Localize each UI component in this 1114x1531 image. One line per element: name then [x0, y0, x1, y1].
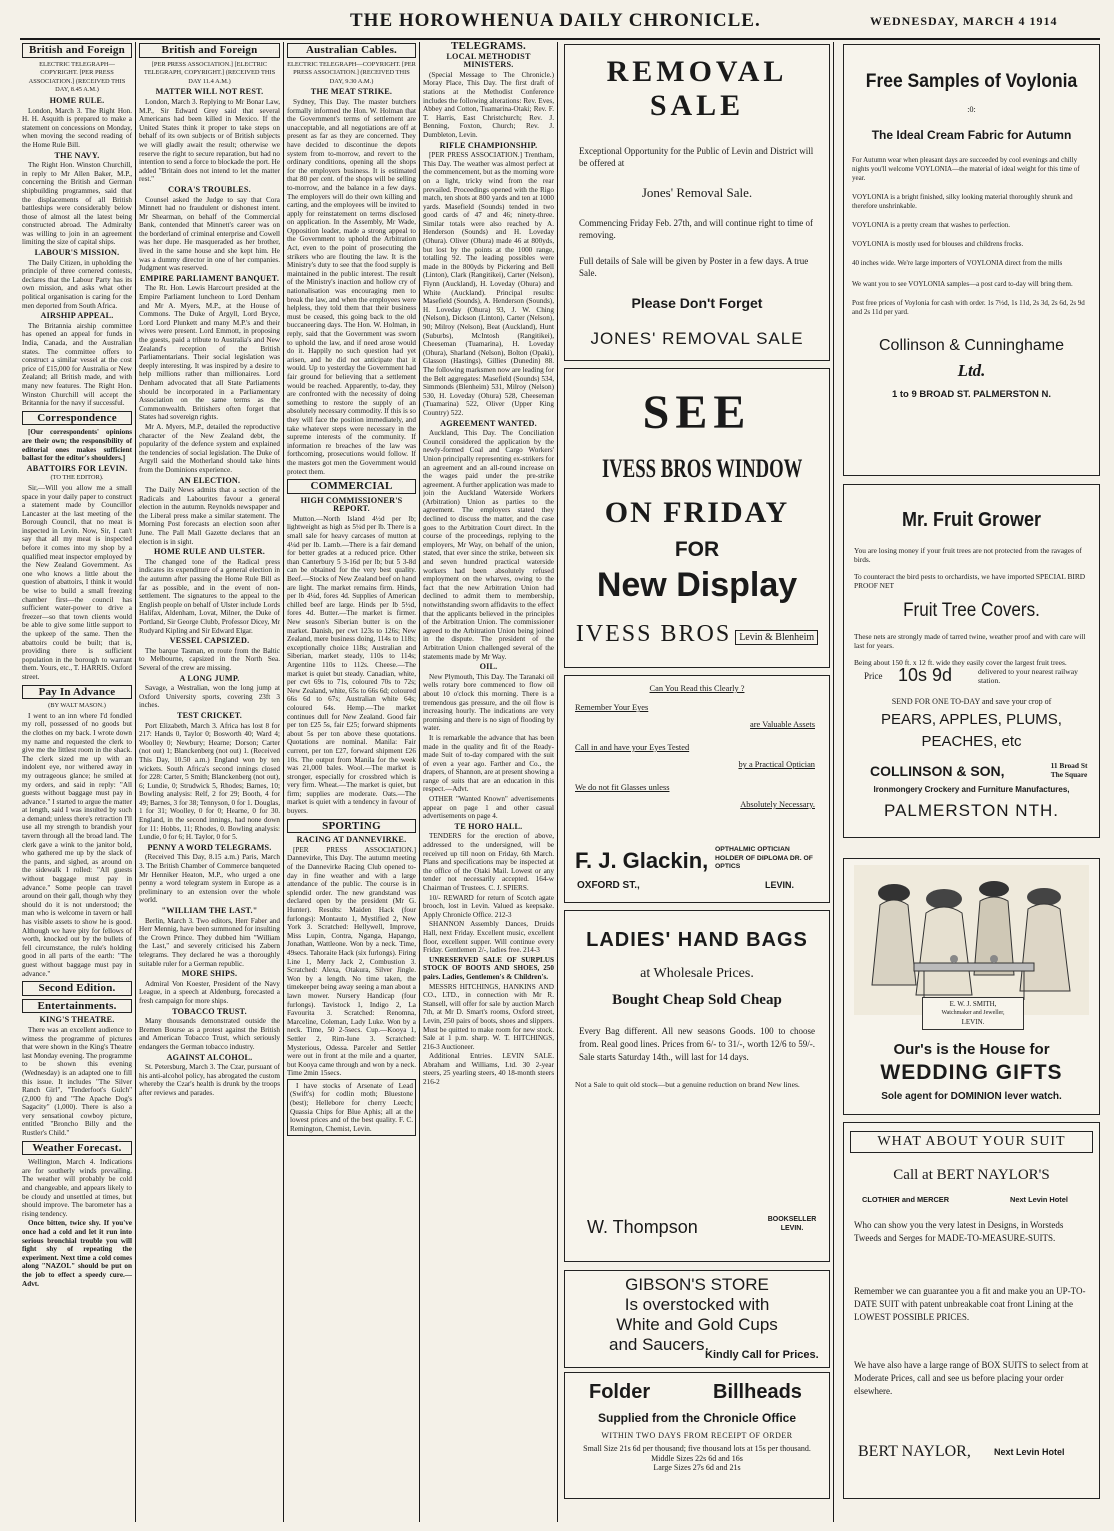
ad-text: Ironmongery Crockery and Furniture Manufactures, [873, 785, 1070, 794]
ad-text: Ltd. [957, 361, 986, 380]
article-heading: MORE SHIPS. [181, 969, 238, 979]
ad-text: Large Sizes 27s 6d and 21s [653, 1463, 741, 1472]
issue-date: WEDNESDAY, MARCH 4 1914 [870, 14, 1058, 28]
article-text: Sir,—Will you allow me a small space in your daily paper to construct a statement made by Councillor Lancaster at the last meeting of the Borough Council, that no meat is inspected in Levin. Now, Sir, I can't say that all my meat is inspected before it comes into my shop by a qualified meat inspector employed by the New Zealand Government. As one who knows a little about the question of abattoirs, I think it would be wise to build a small freezing chamber first—the council has sufficient water-power to drive a freezer—so that town clients would be able to give some little support to the upkeep of the same. Then the abattoirs could be built; that is, providing there is sufficient population in the borough to warrant them. Yours, etc., T. HARRIS. Oxford street. [22, 483, 132, 681]
ad-text: Absolutely Necessary. [740, 800, 815, 809]
ad-text: Full details of Sale will be given by Poster in a few days. A true Sale. [579, 256, 809, 278]
article-text: The Daily Citizen, in upholding the principle of three cornered contests, declares that the Labour Party has its own mission, and asks what other political organisation is caring for the men deported from South Africa. [22, 258, 132, 310]
article-heading: CORA'S TROUBLES. [168, 184, 251, 194]
section-heading: Pay In Advance [22, 685, 132, 700]
article-text: The Right Hon. Winston Churchill, in reply to Mr Allen Baker, M.P., concerning the British and German shipbuilding programmes, said that the displacements of all British battleships were considerably below those of almost all the latest being constructed abroad. The Admiralty was willing to join in an agreement limiting the size of capital ships. [22, 161, 132, 247]
ad-text: Bought Cheap Sold Cheap [612, 992, 782, 1008]
ad-headline: Free Samples of Voylonia [865, 71, 1078, 92]
article-text: [PER PRESS ASSOCIATION.] Trentham, This Day. The weather was almost perfect at the commencement, but as the morning wore on a light, tricky wind from the rear prevailed. Proceedings opened with the Rigo match, ten shots at 800 yards and ten at 1000 yards. Masefield (Sounds) tended in two good cards of 47 and 46; ninety-three. Similar totals were also reached by A. Henderson (Sounds) and H. Loveday (Ohura). Oliver (Ohura) made 46 at 800yds, but lost by the points at the 1000 range, totalling 92. The leading possibles were made in the 800yds by Pickering and Bell (Linton), Clark (Rangitikei), Carter (Nelson), Flynn (Auckland), H. Loveday (Ohura) and White (Auckland). Principal results: Masefield (Sounds), A. Henderson (Sounds), H. Loveday (Ohura) 93, J. W. Ching (Nelson), Dickson (Linton), Carter (Nelson), 90; Milroy (Nelson), Beat (Auckland), Hunt (Suburbs), McIntosh (Rangitikei), Cheeseman (Tuamarina), H. Loveday (Ohura), Sharland (Nelson), Bolton (Opaki), Glasson (Hastings), Gillies (Dunedin) 88. The following marksmen now are leading for the Belt aggregates: Masefield (Sounds) 534, Simmonds (Blenheim) 531, Milroy (Nelson) 530, H. Loveday (Ohura) 528, Cheeseman (Tuamarina) 522, Oliver (Upper King Country) 522. [423, 151, 554, 417]
ad-text: Sole agent for DOMINION lever watch. [881, 1091, 1062, 1102]
editorial-note: [Our correspondents' opinions are their own; the responsibility of editorial ones makes sufficient ballast for the editor's shoulders.] [22, 428, 132, 463]
ad-text: Every Bag different. All new seasons Goods. 100 to choose from. Real good lines. Prices from 6/- to 31/-, worth 12/6 to 59/-. Sale starts Saturday 14th., will last for 14 days. [579, 1026, 815, 1062]
article-text: London, March 3. The Right Hon. H. H. Asquith is prepared to make a statement on concessions on Monday, when moving the second reading of the Home Rule Bill. [22, 106, 132, 149]
ad-text: You are losing money if your fruit trees are not protected from the ravages of birds. [854, 546, 1082, 564]
ad-text: PEARS, APPLES, PLUMS, [881, 711, 1062, 728]
ad-text: FOR [674, 538, 720, 561]
article-heading: LABOUR'S MISSION. [34, 248, 120, 258]
advertisement-text: Once bitten, twice shy. If you've once had a cold and let it run into serious bronchial trouble you will fight shy of repeating the experiment. Next time a cold comes along "NAZOL" should be put on the job to effect a speedy cure.—Advt. [22, 1219, 132, 1288]
ad-text: 10s 9d [898, 665, 953, 685]
article-heading: ABATTOIRS FOR LEVIN. [26, 463, 128, 473]
article-heading: MATTER WILL NOT REST. [155, 87, 264, 97]
article-text: The barque Tasman, en route from the Baltic to Melbourne, capsized in the North Sea. Several of the crew are missing. [139, 646, 280, 672]
column-2 [139, 40, 280, 1520]
wire-credit: ELECTRIC TELEGRAPH—COPYRIGHT. [PER PRESS ASSOCIATION.] (RECEIVED THIS DAY, 9.30 A.M.) [287, 60, 416, 85]
article-heading: RACING AT DANNEVIRKE. [296, 835, 407, 845]
ad-text: BOOKSELLER LEVIN. [767, 1216, 817, 1232]
ad-text: BERT NAYLOR, [858, 1443, 971, 1460]
ad-headline: GIBSON'S STORE [625, 1275, 769, 1294]
classified-ad: MESSRS HITCHINGS, HANKINS AND CO., LTD., in connection with Mr R. Stansell, will offer for sale by auction March 7th, at Mr D. Smart's rooms, Oxford street, Levin, 250 pairs of boots, shoes and slippers. Must be quitted to make room for new stock. Sale at 1 p.m. sharp. W. T. HITCHINGS, 216-3 Auctioneer. [423, 982, 554, 1051]
article-heading: PENNY A WORD TELEGRAMS. [147, 842, 272, 852]
section-heading: Second Edition. [22, 981, 132, 996]
ad-text: F. J. Glackin, [575, 848, 709, 873]
section-heading: Weather Forecast. [22, 1141, 132, 1156]
ad-text: Kindly Call for Prices. [705, 1349, 819, 1361]
ad-text: Next Levin Hotel [1010, 1195, 1068, 1204]
ad-glackin-optician [564, 675, 830, 903]
ad-text: Who can show you the very latest in Designs, in Worsteds Tweeds and Serges for MADE-TO-MEASURE-SUITS. [854, 1220, 1064, 1243]
ad-text: LEVIN. [765, 880, 795, 890]
section-heading: TELEGRAMS. [450, 40, 527, 52]
ad-text: COLLINSON & SON, [870, 763, 1005, 779]
ad-thompson-handbags [564, 910, 830, 1262]
ad-text: Our's is the House for [893, 1041, 1050, 1058]
ad-voylonia [843, 44, 1100, 476]
article-text: New Plymouth, This Day. The Taranaki oil wells rotary bore commenced to flow oil about 10 o'clock this morning. There is a tremendous gas pressure, and the oil flow is increasing hourly. The indications are very promising and there is no sign of flooding by water. [423, 672, 554, 733]
section-heading: Correspondence [22, 411, 132, 426]
ad-text: Remember Your Eyes [575, 703, 649, 712]
ad-text: To counteract the bird pests to orchardists, we have imported SPECIAL BIRD PROOF NET [854, 572, 1086, 590]
ad-headline: REMOVAL SALE [606, 55, 788, 122]
ad-text: 40 inches wide. We're large importers of VOYLONIA direct from the mills [852, 259, 1063, 267]
article-heading: VESSEL CAPSIZED. [169, 636, 250, 646]
column-4 [423, 40, 554, 1520]
ad-text: Supplied from the Chronicle Office [597, 1411, 797, 1425]
ad-text: Watchmaker and Jeweller, [941, 1010, 1005, 1016]
ad-text: Collinson & Cunninghame [879, 337, 1064, 354]
ad-text: Being about 150 ft. x 12 ft. wide they easily cover the largest fruit trees. [854, 658, 1067, 667]
article-heading: HOME RULE AND ULSTER. [153, 547, 266, 557]
ad-text: White and Gold Cups [616, 1315, 778, 1334]
ad-text: Post free prices of Voylonia for cash with order. 1s 7½d, 1s 11d, 2s 3d, 2s 6d, 2s 9d and 2s 11d per yard. [852, 299, 1085, 316]
ad-bert-naylor [843, 1122, 1100, 1499]
ad-text: SEND FOR ONE TO-DAY and save your crop of [891, 697, 1052, 706]
ad-text: We want you to see VOYLONIA samples—a post card to-day will bring them. [852, 280, 1073, 288]
article-heading: HIGH COMMISSIONER'S REPORT. [300, 495, 403, 514]
ad-folder-billheads [564, 1372, 830, 1499]
article-heading: RIFLE CHAMPIONSHIP. [439, 140, 538, 150]
wedding-party-illustration [854, 865, 1089, 1015]
ad-text: Billheads [713, 1381, 802, 1403]
article-heading: AGREEMENT WANTED. [440, 418, 537, 428]
ad-text: Commencing Friday Feb. 27th, and will continue right to time of removing. [579, 218, 813, 240]
article-text: Sydney, This Day. The master butchers formally informed the Hon. W. Holman that the Government's terms of settlement are unacceptable, and all negotiations are off at present as far as they are concerned. They have decided to discontinue the depots system from to-morrow, and revert to the ordinary conditions, opening all the shops for the employers business. It is estimated that 80 per cent. of the shops will be selling to-morrow, and the balance in a few days. The employers will do their own killing and carting, and the employees will be invited to apply for reinstatement on terms disclosed on application. In the Assembly, Mr Wade, Opposition leader, made a strong appeal to the Government to uphold the Arbitration Act, even to the point of prosecuting the strikers who are flouting the law. It is the Ministry's duty to see that the food supply is maintained in the public interest. The result of the Ministry's inaction and hollow cry of nationalisation was encouraging men to break the law, and when the employees were helpless, they told them that their business must be ceased, this going back to the old buccaneering days. The Hon. W. Holman, in reply, said that the Government was sworn to uphold the law, and if need arose would do it. Happily no such question had yet arisen, and he did not anticipate that it would. Up to yesterday the Government had fair ground for believing that a settlement would be reached. Apparently, to-day, they are confronted with the necessity of doing something to restore the supply of an absolutely necessary commodity. If this is so they will face the position immediately, and take whatever steps were necessary in the supreme interests of the community. If information re breaches of the law was forthcoming, prosecutions would follow. If the masters got men the Government would protect them. [287, 97, 416, 476]
ad-text: We have also have a large range of BOX SUITS to select from at Moderate Prices, call and see us before placing your order elsewhere. [854, 1360, 1089, 1396]
ad-text: New Display [596, 566, 798, 604]
ad-text: are Valuable Assets [750, 720, 815, 729]
article-heading: A LONG JUMP. [179, 673, 240, 683]
ad-fruit-grower [843, 484, 1100, 838]
section-heading: British and Foreign [139, 43, 280, 58]
ad-headline: SEE [642, 386, 752, 439]
ad-ivess-bros [564, 368, 830, 668]
article-text: London, March 3. Replying to Mr Bonar Law, M.P., Sir Edward Grey said that several Americans had been killed in Mexico. If the United States think it proper to take steps on behalf of its own subjects or of British subjects we will gladly await the result; otherwise we reserve the right to secure reparation, but had no intention to send a force to blockade the port. He added "Britain does not intend to let the matter rest." [139, 97, 280, 184]
ad-text: Call in and have your Eyes Tested [575, 743, 690, 752]
ad-text: OPTHALMIC OPTICIAN HOLDER OF DIPLOMA DR. OF OPTICS [715, 846, 813, 870]
article-heading: TEST CRICKET. [176, 710, 243, 720]
article-text: Wellington, March 4. Indications are for southerly winds prevailing. The weather will probably be cold and changeable, and appears likely to be cloudy and unsettled at times, but should improve. The barometer has a rising tendency. [22, 1158, 132, 1218]
ad-text: VOYLONIA is mostly used for blouses and childrens frocks. [852, 240, 1024, 248]
column-divider [135, 42, 136, 1522]
ad-text: and Saucers. [609, 1335, 710, 1354]
advertisement-text: It is remarkable the advance that has been made in the quality and fit of the Ready-made Suit of to-day compared with the suit of even a year ago. Farther and Co., the drapers, of Shannon, are at present showing a range of suits that are an education in this respect.—Advt. [423, 733, 554, 794]
ad-text: PALMERSTON NTH. [884, 801, 1059, 820]
column-3 [287, 40, 416, 1520]
ad-text: IVESS BROS [575, 621, 732, 647]
ad-text: VOYLONIA is a pretty cream that washes to perfection. [852, 221, 1011, 229]
article-heading: AN ELECTION. [178, 475, 241, 485]
article-heading: TE HORO HALL. [454, 821, 523, 831]
article-text: [PER PRESS ASSOCIATION.] Dannevirke, This Day. The autumn meeting of the Dannevirke Racing Club opened to-day in fine weather and with a large attendance of the public. The course is in splendid order. The new grandstand was declared open by the president (Mr G. Hunter). Results: Maiden Hack (four furlongs): Montauto 1, Mystified 2, New York 3. Scratched: Hellywell, Improve, Miss Lupin, Contra, Nganga, Hapango, Jonathan, Wattleone. Won by a neck. Time, 49secs. Tahoraite Hack (six furlongs). Firing Line 1, Merry Jack 2, Combustion 3. Scratched: Alexa, Otakura, Silver Jingle. Won by a length. No time taken, the timekeeper being away seeing a man about a lawn mower. Nursery Handicap (four furlongs). Tavistock 1, Indigo 2, La Favourita 3. Scratched: Renomna, Marceline, Coleman, Lady Luke. Won by a neck. Time, 50 2-5secs. Cup.—Kooya 1, Settler 2, Rim-Iune 3. Scratched: Mysterious, Odessa. Parceler and Settler were out in front at the mile and a quarter, but Kooya came through and won by a neck. Time 2min 15secs. [287, 845, 416, 1078]
ad-text: at Wholesale Prices. [640, 966, 754, 981]
article-text: St. Petersburg, March 3. The Czar, pursuant of his anti-alcohol policy, has abrogated the custom whereby the Czar's health is drunk by the troops after reviews and parades. [139, 1063, 280, 1097]
article-text: The Daily News admits that a section of the Radicals and Labourites favour a general election in the autumn. Reynolds newspaper and the Liberal press make a similar statement. The Morning Post forecasts an election soon after June. The Pall Mall Gazette declares that an election is in sight. [139, 486, 280, 546]
article-text: Many thousands demonstrated outside the Bremen Bourse as a protest against the British and American Tobacco Trust, which seriously endangers the German tobacco industry. [139, 1017, 280, 1051]
section-heading: British and Foreign [22, 43, 132, 58]
ad-gibsons-store [564, 1270, 830, 1368]
ad-text: Can You Read this Clearly ? [649, 684, 745, 693]
article-text: Admiral Von Koester, President of the Navy League, in a speech at Aldenburg, forecasted a fresh campaign for more ships. [139, 979, 280, 1005]
classified-ad: SHANNON Assembly Dances, Druids Hall, next Friday. Excellent music, excellent floor, excellent supper. Will continue every Friday. Gentlemen 2/-, ladies free. 214-3 [423, 920, 554, 955]
section-heading: SPORTING [287, 819, 416, 834]
ad-text: Price [864, 671, 883, 681]
section-heading: Australian Cables. [287, 43, 416, 58]
newspaper-title: THE HOROWHENUA DAILY CHRONICLE. [350, 10, 761, 31]
article-heading: EMPIRE PARLIAMENT BANQUET. [139, 273, 280, 283]
classified-ad: TENDERS for the erection of above, addressed to the undersigned, will be received up till noon on Friday, 6th March. Plans and specifications may be inspected at the office of the Otaki Mail. Lowest or any tender not necessarily accepted. 164-w Chairman of Trustees. C. J. SPIERS. [423, 832, 554, 892]
article-text: (Received This Day, 8.15 a.m.) Paris, March 3. The British Chamber of Commerce banqueted Mr Henniker Heaton, M.P., who urged a one penny a word telegram system in Europe as a preliminary to an extension over the whole world. [139, 853, 280, 905]
ad-text: Fruit Tree Covers. [903, 600, 1040, 621]
ad-text: We do not fit Glasses unless [575, 783, 670, 792]
ad-text: JONES' REMOVAL SALE [590, 329, 804, 348]
ad-text: Not a Sale to quit old stock—but a genuine reduction on brand New lines. [575, 1080, 800, 1089]
article-text: Mutton.—North Island 4½d per lb; lightweight as high as 5¼d per lb. There is a small sale for heavy carcases of mutton at 4¼d per lb. Lamb.—There is a fair demand for better grades at a reduced price. Other than Canterbury 5 3-16d per lb; but 5 3-8d can be obtained for the very best quality. Beef.—Stocks of New Zealand beef on hand are light. The market remains firm. Hinds, per lb 4¼d, fores 4d. Supplies of American chilled beef are large. Hinds per lb 5½d, fores 4d. Butter.—The market is firmer. New season's Siberian butter is on the market. Danish, per cwt 123s to 126s; New Zealand, mere business doing, 114s to 118s; exceptionally choice 118s; Australian and Siberian, market steady, 110s to 114s; Argentine 110s to 112s. Cheese.—The market is quiet but steady. Canadian, white, per cwt 69s to 71s, coloured 70s to 72s; New Zealand, white, 65s to 66s 6d; coloured 66s 6d to 67s; Australian white 64s; coloured 64s. Hemp.—The market continues dull for New Zealand. Good fair per ton £25 5s, fair £25; forward shipments about 5s per ton above these quotations. Quotations are nominal. Manila: Fair current, per ton £27, forward shipment £26 10s. The output from Manila for the week was 21,000 bales. Wool.—The market is stronger, especially for crossbred which is very firm. Wheat.—The market is quiet, but firm; supplies are moderate. Oats.—The market is quiet with a tendency in favour of buyers. [287, 514, 416, 816]
article-text: Counsel asked the Judge to say that Cora Minnett had no fraudulent or dishonest intent. Mr Shearman, on behalf of the Commercial Bank, contended that Minnett's career was on the borderland of criminal enterprise and Cowell was her dupe. He masqueraded as her brother, lived in the same house and she kept him. He was a dummy director in one of her companies. Judgment was reserved. [139, 195, 280, 273]
ad-text: Remember we can guarantee you a fit and make you an UP-TO-DATE SUIT with patent unbreakable coat front Lining at the LOWEST POSSIBLE PRICES. [854, 1286, 1086, 1322]
column-divider [419, 42, 420, 1522]
ad-headline: LADIES' HAND BAGS [586, 929, 808, 951]
ad-text: For Autumn wear when pleasant days are succeeded by cool evenings and chilly nights you'll welcome VOYLONIA—the material of ideal weight for this time of year. [852, 156, 1080, 182]
ad-text: Please Don't Forget [631, 295, 763, 311]
ad-text: The Ideal Cream Fabric for Autumn [871, 128, 1072, 142]
ad-text: Call at BERT NAYLOR'S [893, 1167, 1050, 1183]
ad-headline: WEDDING GIFTS [880, 1061, 1063, 1084]
notice-text: OTHER "Wanted Known" advertisements appear on page 1 and other casual advertisements on page 4. [423, 795, 554, 821]
ad-text: WITHIN TWO DAYS FROM RECEIPT OF ORDER [601, 1431, 793, 1440]
ad-text: IVESS BROS WINDOW [601, 454, 803, 483]
article-text: There was an excellent audience to witness the programme of pictures that were shown in the King's Theatre last Monday evening. The programme to be shown this evening (Wednesday) is an adapted one to fill this issue. It includes "The Silver Ranch Girl", "Tenderfoot's Gulch" (2,000 ft) and "The Apache Dog's Sagacity" (1,000). There is also a very sensational cowboy picture, entitled "Broncho Billy and the Rustler's Child." [22, 1025, 132, 1138]
ad-text: Next Levin Hotel [994, 1447, 1065, 1457]
ad-text: OXFORD ST., [577, 880, 640, 891]
column-divider [833, 42, 834, 1522]
ad-text: W. Thompson [587, 1217, 698, 1237]
masthead [0, 8, 1114, 36]
article-heading: LOCAL METHODIST MINISTERS. [446, 51, 531, 70]
ad-text: PEACHES, etc [921, 733, 1022, 750]
ad-headline: Mr. Fruit Grower [901, 509, 1042, 531]
classified-ad: I have stocks of Arsenate of Lead (Swift's) for codlin moth; Bluestone (best); Hellebore for cherry Leech; Quassia Chips for Blue Aphis; all at the lowest prices and of the best quality. F. C. Remington, Chemist, Levin. [287, 1079, 416, 1137]
ad-text: ON FRIDAY [604, 496, 790, 529]
ad-text: VOYLONIA is a bright finished, silky looking material thoroughly shrunk and therefore unshrinkable. [852, 193, 1073, 210]
article-text: Savage, a Westralian, won the long jump at Oxford University sports, covering 23ft 3 inches. [139, 684, 280, 710]
ad-removal-sale [564, 44, 830, 361]
article-heading: "WILLIAM THE LAST." [161, 906, 258, 915]
classified-ad: UNRESERVED SALE OF SURPLUS STOCK OF BOOTS AND SHOES, 250 pairs. Ladies, Gentlemen's & Children's. [423, 955, 554, 981]
article-text: The changed tone of the Radical press indicates its expenditure of a general election in the autumn after passing the Home Rule Bill as far as possible, and in the event of non-settlement. The signatures to the appeal to the English people on behalf of Ulster include Lords Halifax, Aldenham, Lovat, Milner, the Duke of Portland, Sir George Clubb, Professor Dicey, Mr Rudyard Kipling and Sir Edward Elgar. [139, 557, 280, 635]
ad-text: E. W. J. SMITH, [949, 1000, 997, 1008]
article-byline: (BY WALT MASON.) [48, 702, 106, 710]
article-text: Berlin, March 3. Two editors, Herr Faber and Herr Mennig, have been summoned for insulting the Crown Prince. They dubbed him "William the Last," and severely criticised his Zabern telegrams. They declared he was a thoroughly suitable ruler for a German republic. [139, 916, 280, 968]
ad-smith-jeweller [843, 858, 1100, 1115]
ad-text: :0: [967, 105, 976, 114]
section-heading: Entertainments. [22, 999, 132, 1014]
ad-text: Small Size 21s 6d per thousand; five thousand lots at 15s per thousand. [583, 1444, 811, 1453]
ad-text: by a Practical Optician [738, 760, 815, 769]
ad-text: 1 to 9 BROAD ST. PALMERSTON N. [891, 389, 1052, 400]
ad-text: Exceptional Opportunity for the Public of Levin and District will be offered at [579, 146, 814, 168]
article-heading: THE NAVY. [54, 150, 100, 160]
wire-credit: ELECTRIC TELEGRAPH—COPYRIGHT. [PER PRESS ASSOCIATION.] (RECEIVED THIS DAY, 8.45 A.M.) [28, 60, 126, 94]
article-heading: AIRSHIP APPEAL. [40, 311, 114, 321]
article-text: The Rt. Hon. Lewis Harcourt presided at the Empire Parliament luncheon to Lord Denham and Mr A. Myers, M.P., at the House of Commons. The Duke of Argyll, Lord Bryce, Lord Lord Plunkett and many M.P.'s and their wives were present. Lord Emmott, in proposing the guests, paid a tribute to Australia's and New Zealand's reception of the British Parliamentarians. Their social legislation was deeply interesting. It was inspired by a desire to help millions rather than millionaires. Lord Denham advocated that all State Parliaments should be incorporated in a Parliamentary Association on the same terms as the Commonwealth. Britishers often forget that States had sovereign rights. [139, 284, 280, 422]
ad-text: delivered to your nearest railway station. [978, 667, 1078, 685]
article-text: I went to an inn where I'd fondled my roll, possessed of no goods but the clothes on my back. I wrote down my name and requested the clerk to give me the littlest room in the shack. The clerk sized me up with an indolent eye, nor withered away in my outrageous glance; he smiled at my orders, and said in reply: "All guests without baggage must pay in advance." I started to argue the matter at length, said I was insulted by such a demand; unless there's retraction I'll use all my strength to brandish your tavern through all the broad land. The clerk gave a wink to the janitor bold, who gathered me up by the slack of the pants, and sighed, as around on the sidewalk I rolled: "All guests without baggage must pay in advance." Some people can travel around on their gall, though why they should do it is not understood; the man who is welcome in tavern or hall has visible assets to show he is good. Although we have pity for fellows of worth, knocked out by the bullets of fell circumstance, the rule's holding good in all parts of the earth: "The guest without baggage must pay in advance." [22, 711, 132, 978]
article-heading: AGAINST ALCOHOL. [166, 1052, 253, 1062]
article-subheading: (TO THE EDITOR). [50, 474, 104, 482]
column-divider [557, 42, 558, 1522]
ad-text: Levin & Blenheim [735, 630, 818, 645]
column-1 [22, 40, 132, 1520]
ad-text: LEVIN. [961, 1018, 985, 1026]
ad-text: 11 Broad St The Square [1050, 761, 1088, 779]
wire-credit: [PER PRESS ASSOCIATION.] [ELECTRIC TELEGRAPH, COPYRIGHT.] (RECEIVED THIS DAY 11.4 A.M.) [143, 60, 276, 85]
article-text: Auckland, This Day. The Conciliation Council considered the application by the newly-formed Coal and Cargo Workers' Union principally representing ex-strikers for an agreement and an all-round increase on the wages paid under the pre-strike agreement. A further application was made to join the Auckland Waterside Workers (Arbitration) Union as parties to the agreement. The employers stated they declined to discuss the matter, and the case goes to the Arbitration Court direct. In the course of the proceedings, replying to the employers, Mr Way, on behalf of the union, stated, that ever since the strike, between six and seven hundred practical waterside workers had been absolutely refused employment on the wharves, owing to the fact that the new Arbitration Union had declined to admit them to membership, notwithstanding sworn affidavits to the effect that the applicants believed in the principles of the Arbitration Union. The commissioner agreed to the Arbitration Union being joined in the dispute. The president of the Arbitration Union challenged several of the statements made by Mr Way. [423, 429, 554, 661]
article-heading: HOME RULE. [49, 95, 105, 105]
ad-text: Is overstocked with [624, 1295, 770, 1314]
classified-ad: Additional Entries. LEVIN SALE. Abraham and Williams, Ltd. 30 2-year steers, 25 yearling steers, 40 18-month steers 216-2 [423, 1052, 554, 1087]
article-text: (Special Message to The Chronicle.) Moray Place, This Day. The first draft of stations at the Methodist Conference includes the following alterations: Rev. Eves, Abbey and Cotton, Tuamarina-Otaki; Rev. F. T. Harris, East Christchurch; Rev. J. Benning, Foxton, Church; Rev. J. Dumbleton, Levin. [423, 70, 554, 139]
article-heading: TOBACCO TRUST. [172, 1006, 247, 1016]
ad-text: Middle Sizes 22s 6d and 16s [651, 1454, 743, 1463]
column-divider [283, 42, 284, 1522]
ad-text: These nets are strongly made of tarred twine, weather proof and with care will last for years. [854, 632, 1086, 650]
article-text: Mr A. Myers, M.P., detailed the reproductive character of the New Zealand debt, the popularity of the defence system and explained the tendencies of social legislation. The Duke of Argyll said the Motherland should take hints from the Dominions experience. [139, 422, 280, 474]
ad-text: CLOTHIER and MERCER [862, 1195, 950, 1204]
ad-text: Jones' Removal Sale. [641, 185, 753, 200]
classified-ad: 10/- REWARD for return of Scotch agate brooch, lost in Levin. Valued as keepsake. Apply Chronicle Office. 212-3 [423, 893, 554, 919]
section-heading: COMMERCIAL [287, 479, 416, 494]
ad-headline: WHAT ABOUT YOUR SUIT [850, 1131, 1093, 1153]
article-text: The Britannia airship committee has opened an appeal for funds in India, Canada, and the Australian states. The committee offers to construct a similar vessel at the cost price of £15,000 for Australia or New Zealand; all British made, and with many new features. The Right Hon. Winston Churchill will accept the Britannia for the navy if successful. [22, 321, 132, 408]
article-heading: OIL. [479, 662, 498, 672]
ad-text: Folder [589, 1381, 651, 1403]
article-heading: KING'S THEATRE. [39, 1015, 115, 1025]
article-heading: THE MEAT STRIKE. [310, 87, 393, 97]
article-text: Port Elizabeth, March 3. Africa has lost 8 for 217: Hands 0, Taylor 0; Bosworth 40; Ward 4; Woolley 0; Newbury; Hearne; Dorson; Carter (not out) 1; Blanckenberg (not out) 1. (Received This Day, 10.50 a.m.) England won by ten wickets. South Africa's second innings closed for 228: Carter, 5 Smith; Blanckenberg (not out), 6; Lundie, 0; Strudwick 5, Rhodes; Barnes, 10; Bowling analysis: Relf, 2 for 29; Booth, 4 for 49; Barnes, 3 for 38; Tennyson, 0 for 1. Douglas, 1 for 31; Woolley, 0 for 0; Hearne, 0 for 30. England, in the second innings, had none down for 11: Hobbs, 11; Rhodes, 0. Bowling analysis: Lundie, 0 for 6; H. Taylor, 0 for 5. [139, 721, 280, 842]
